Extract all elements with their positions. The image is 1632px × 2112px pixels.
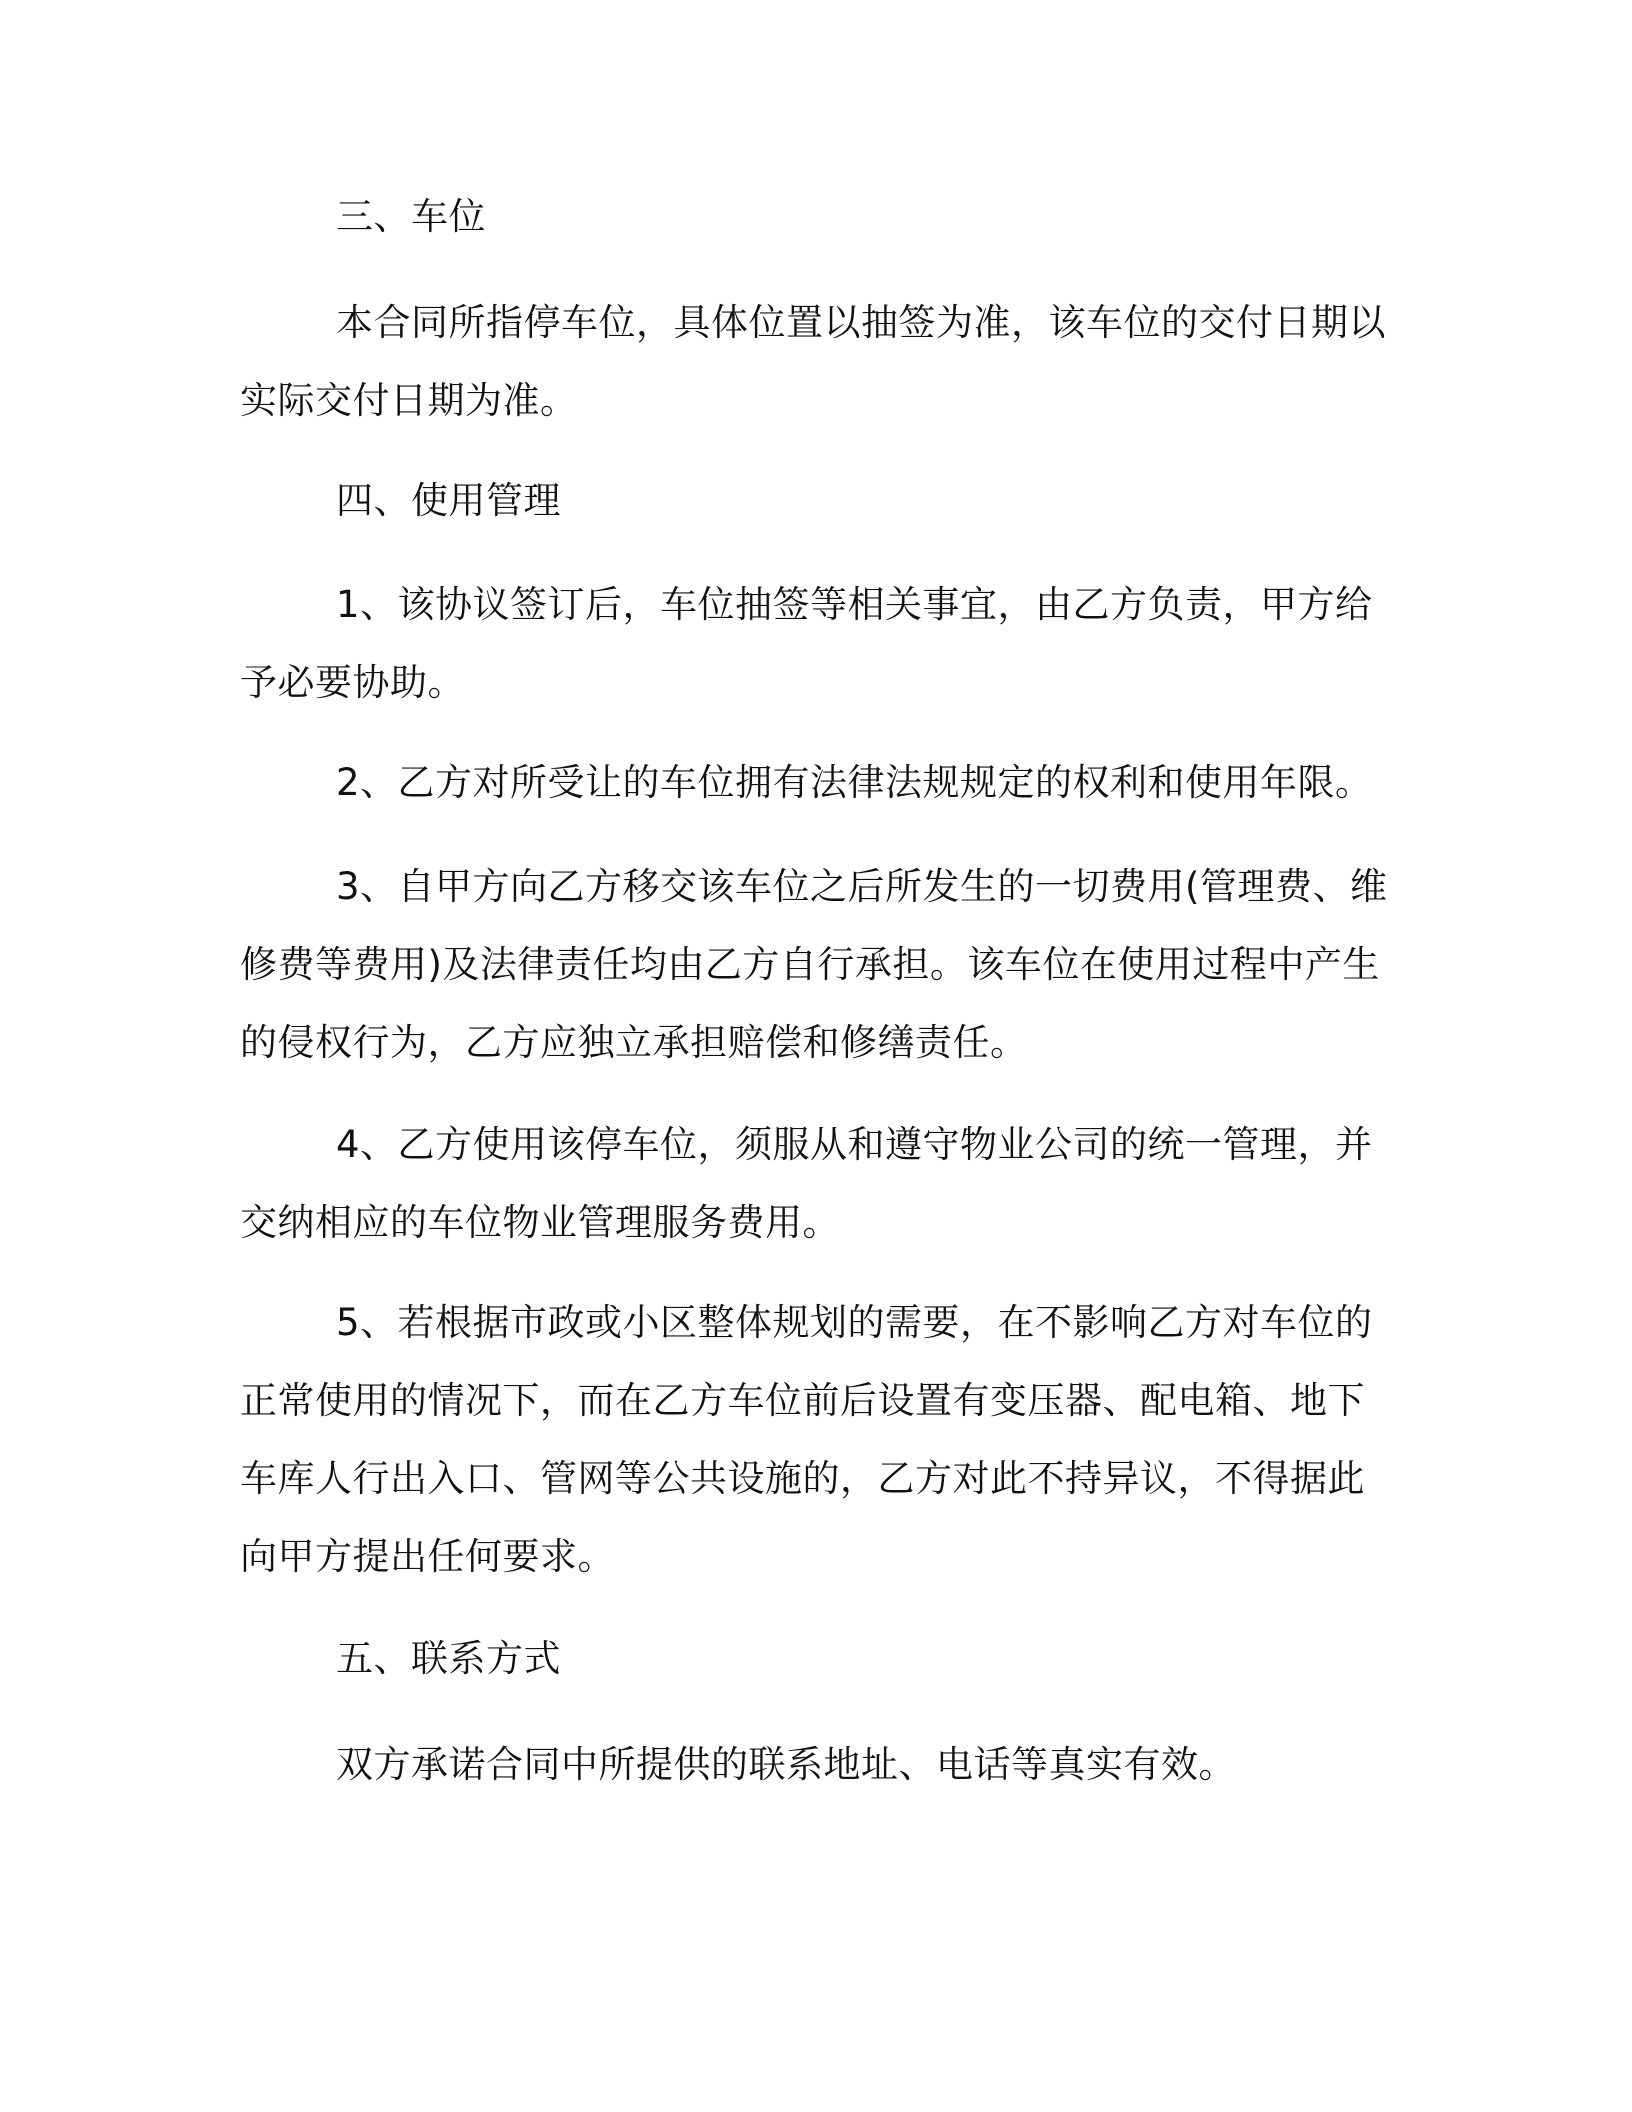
paragraph-line: 正常使用的情况下，而在乙方车位前后设置有变压器、配电箱、地下 — [240, 1379, 1365, 1422]
clause-3 — [240, 848, 1390, 1082]
clause-1 — [240, 566, 1390, 722]
heading-line: 三、车位 — [336, 195, 486, 238]
paragraph-line: 予必要协助。 — [240, 661, 465, 704]
paragraph-line: 本合同所指停车位，具体位置以抽签为准，该车位的交付日期以 — [336, 301, 1386, 344]
paragraph-line: 车库人行出入口、管网等公共设施的，乙方对此不持异议，不得据此 — [240, 1457, 1365, 1500]
paragraph-line: 向甲方提出任何要求。 — [240, 1535, 615, 1578]
section-heading-parking-space — [240, 178, 1390, 256]
paragraph-line: 3、自甲方向乙方移交该车位之后所发生的一切费用(管理费、维 — [336, 865, 1388, 908]
clause-5 — [240, 1284, 1390, 1596]
paragraph-parking-location — [240, 284, 1390, 440]
paragraph-line: 修费等费用)及法律责任均由乙方自行承担。该车位在使用过程中产生 — [240, 943, 1380, 986]
paragraph-line: 的侵权行为，乙方应独立承担赔偿和修缮责任。 — [240, 1021, 1028, 1064]
section-heading-usage-management — [240, 462, 1390, 540]
clause-4 — [240, 1106, 1390, 1262]
paragraph-line: 交纳相应的车位物业管理服务费用。 — [240, 1201, 840, 1244]
paragraph-contact-commitment — [240, 1726, 1390, 1804]
clause-2 — [240, 744, 1390, 822]
paragraph-line: 2、乙方对所受让的车位拥有法律法规规定的权利和使用年限。 — [336, 761, 1373, 804]
paragraph-line: 实际交付日期为准。 — [240, 379, 578, 422]
paragraph-line: 1、该协议签订后，车位抽签等相关事宜，由乙方负责，甲方给 — [336, 583, 1373, 626]
paragraph-line: 双方承诺合同中所提供的联系地址、电话等真实有效。 — [336, 1743, 1236, 1786]
section-heading-contact — [240, 1620, 1390, 1698]
heading-line: 四、使用管理 — [336, 479, 561, 522]
paragraph-line: 5、若根据市政或小区整体规划的需要，在不影响乙方对车位的 — [336, 1301, 1373, 1344]
heading-line: 五、联系方式 — [336, 1637, 561, 1680]
paragraph-line: 4、乙方使用该停车位，须服从和遵守物业公司的统一管理，并 — [336, 1123, 1373, 1166]
